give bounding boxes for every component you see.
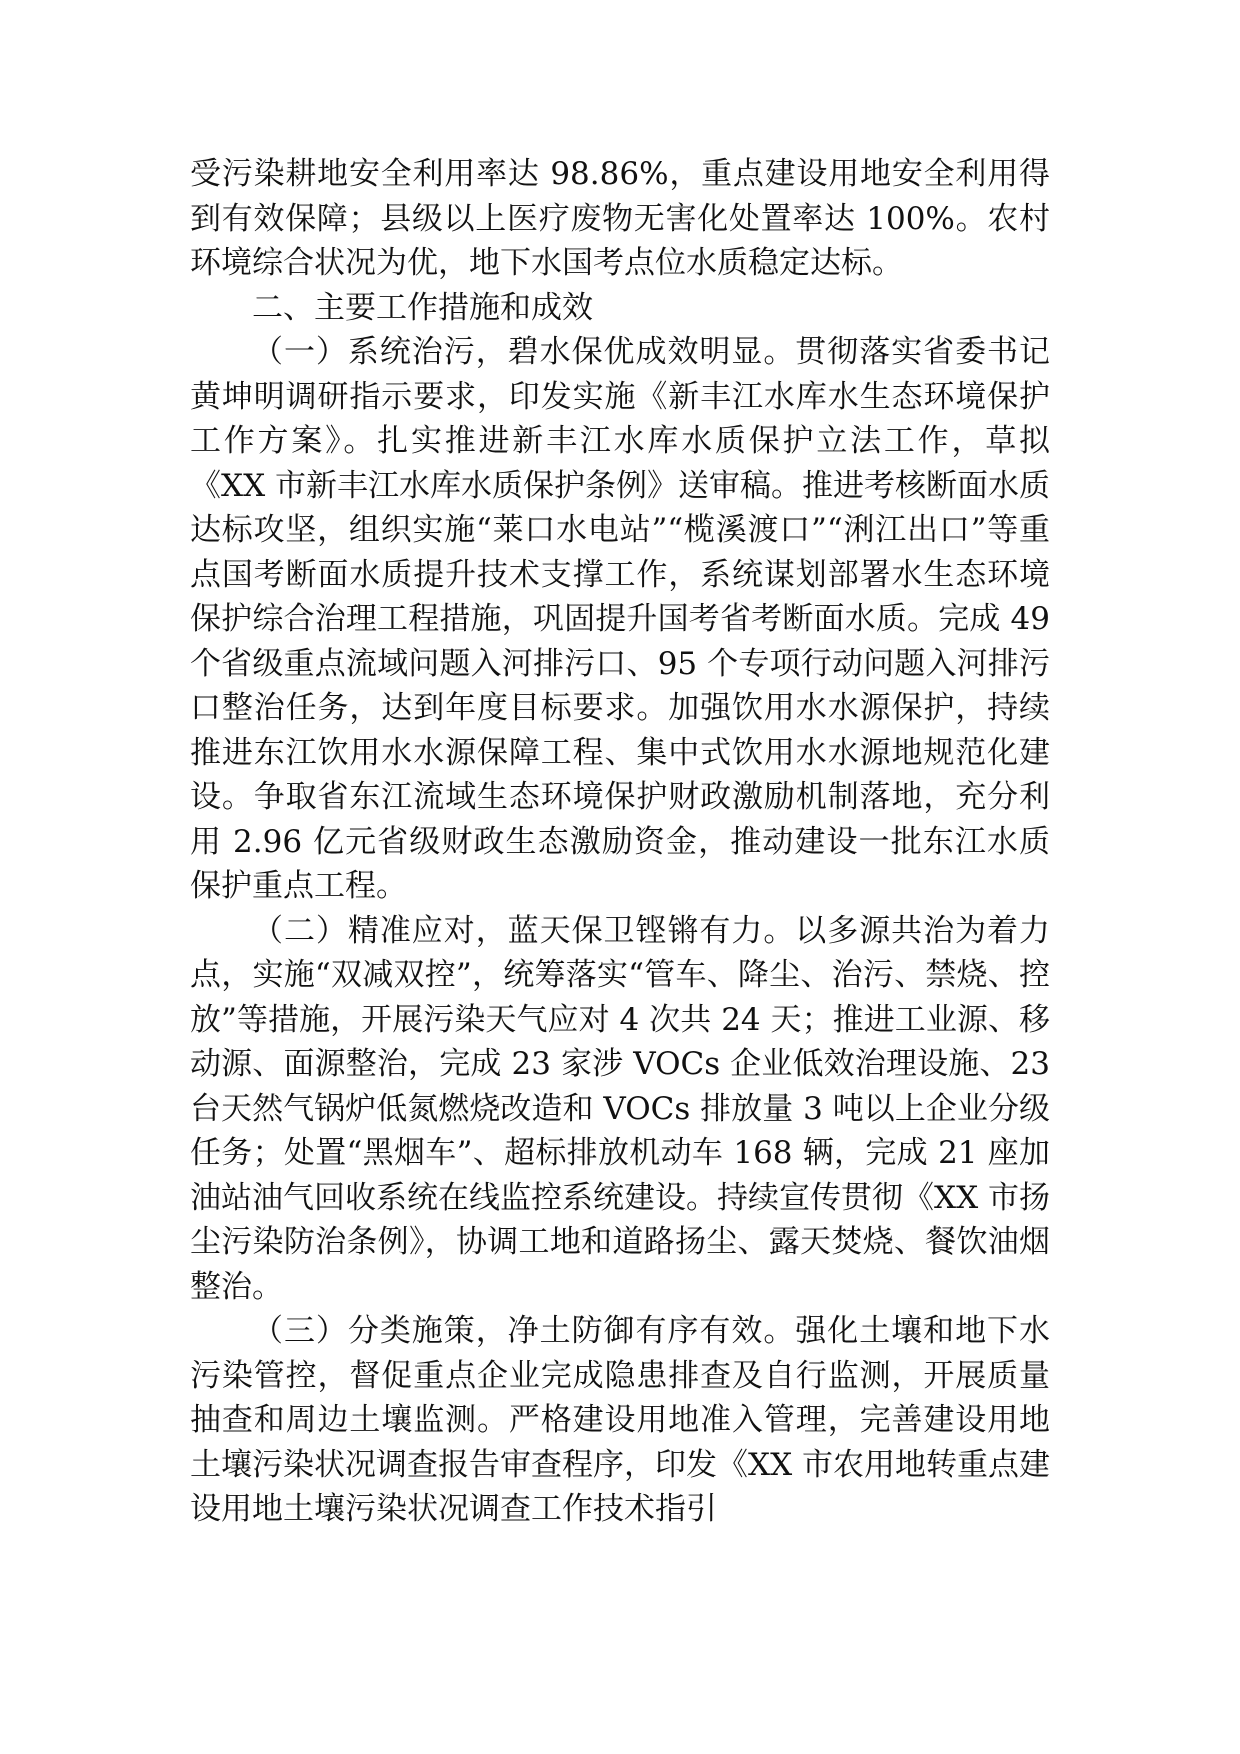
paragraph-summary-continued: 受污染耕地安全利用率达 98.86%，重点建设用地安全利用得到有效保障；县级以上医疗废物无害化处置率达 100%。农村环境综合状况为优，地下水国考点位水质稳定达标。 xyxy=(190,156,1050,281)
paragraph-soil-protection: （三）分类施策，净土防御有序有效。强化土壤和地下水污染管控，督促重点企业完成隐患排查及自行监测，开展质量抽查和周边土壤监测。严格建设用地准入管理，完善建设用地土壤污染状况调查报告审查程序，印发《XX 市农用地转重点建设用地土壤污染状况调查工作技术指引 xyxy=(190,1313,1050,1527)
section-heading-main-measures: 二、主要工作措施和成效 xyxy=(252,289,593,326)
document-page xyxy=(190,152,1050,1532)
paragraph-water-protection: （一）系统治污，碧水保优成效明显。贯彻落实省委书记黄坤明调研指示要求，印发实施《新丰江水库水生态环境保护工作方案》。扎实推进新丰江水库水质保护立法工作，草拟《XX 市新丰江水库水质保护条例》送审稿。推进考核断面水质达标攻坚，组织实施“莱口水电站”“榄溪渡口”“浰江出口”等重点国考断面水质提升技术支撑工作，系统谋划部署水生态环境保护综合治理工程措施，巩固提升国考省考断面水质。完成 49 个省级重点流域问题入河排污口、95 个专项行动问题入河排污口整治任务，达到年度目标要求。加强饮用水水源保护，持续推进东江饮用水水源保障工程、集中式饮用水水源地规范化建设。争取省东江流域生态环境保护财政激励机制落地，充分利用 2.96 亿元省级财政生态激励资金，推动建设一批东江水质保护重点工程。 xyxy=(190,334,1050,904)
paragraph-air-protection: （二）精准应对，蓝天保卫铿锵有力。以多源共治为着力点，实施“双减双控”，统筹落实“管车、降尘、治污、禁烧、控放”等措施，开展污染天气应对 4 次共 24 天；推进工业源、移动源、面源整治，完成 23 家涉 VOCs 企业低效治理设施、23 台天然气锅炉低氮燃烧改造和 VOCs 排放量 3 吨以上企业分级任务；处置“黑烟车”、超标排放机动车 168 辆，完成 21 座加油站油气回收系统在线监控系统建设。持续宣传贯彻《XX 市扬尘污染防治条例》，协调工地和道路扬尘、露天焚烧、餐饮油烟整治。 xyxy=(190,912,1050,1305)
